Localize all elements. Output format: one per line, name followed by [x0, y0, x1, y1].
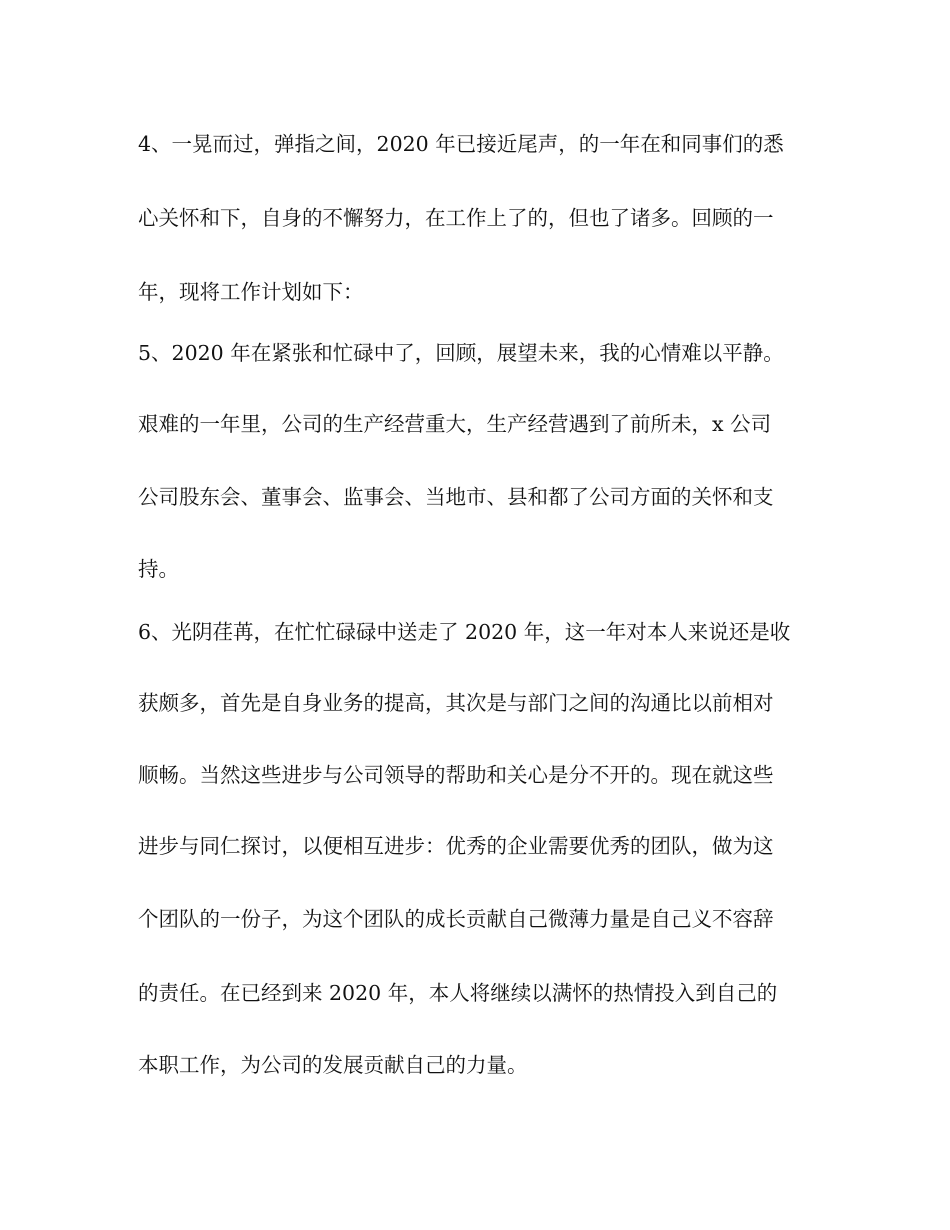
paragraph-line: 持。	[138, 557, 179, 581]
paragraph-line: 本职工作，为公司的发展贡献自己的力量。	[138, 1053, 528, 1077]
paragraph-line: 心关怀和下，自身的不懈努力，在工作上了的，但也了诸多。回顾的一	[138, 206, 774, 230]
paragraph-line: 的责任。在已经到来 2020 年，本人将继续以满怀的热情投入到自己的	[138, 981, 778, 1005]
paragraph-line: 获颇多，首先是自身业务的提高，其次是与部门之间的沟通比以前相对	[138, 691, 774, 715]
paragraph-line: 公司股东会、董事会、监事会、当地市、县和都了公司方面的关怀和支	[138, 485, 774, 509]
paragraph-line: 5、2020 年在紧张和忙碌中了，回顾，展望未来，我的心情难以平静。	[138, 341, 784, 365]
paragraph-line: 进步与同仁探讨，以便相互进步：优秀的企业需要优秀的团队，做为这	[138, 834, 774, 858]
paragraph-line: 个团队的一份子，为这个团队的成长贡献自己微薄力量是自己义不容辞	[138, 907, 774, 931]
paragraph-line: 6、光阴荏苒，在忙忙碌碌中送走了 2020 年，这一年对本人来说还是收	[138, 620, 791, 644]
paragraph-line: 艰难的一年里，公司的生产经营重大，生产经营遇到了前所未，x 公司	[138, 412, 772, 436]
paragraph-line: 4、一晃而过，弹指之间，2020 年已接近尾声，的一年在和同事们的悉	[138, 132, 784, 156]
paragraph-line: 年，现将工作计划如下：	[138, 280, 364, 304]
paragraph-line: 顺畅。当然这些进步与公司领导的帮助和关心是分不开的。现在就这些	[138, 763, 774, 787]
